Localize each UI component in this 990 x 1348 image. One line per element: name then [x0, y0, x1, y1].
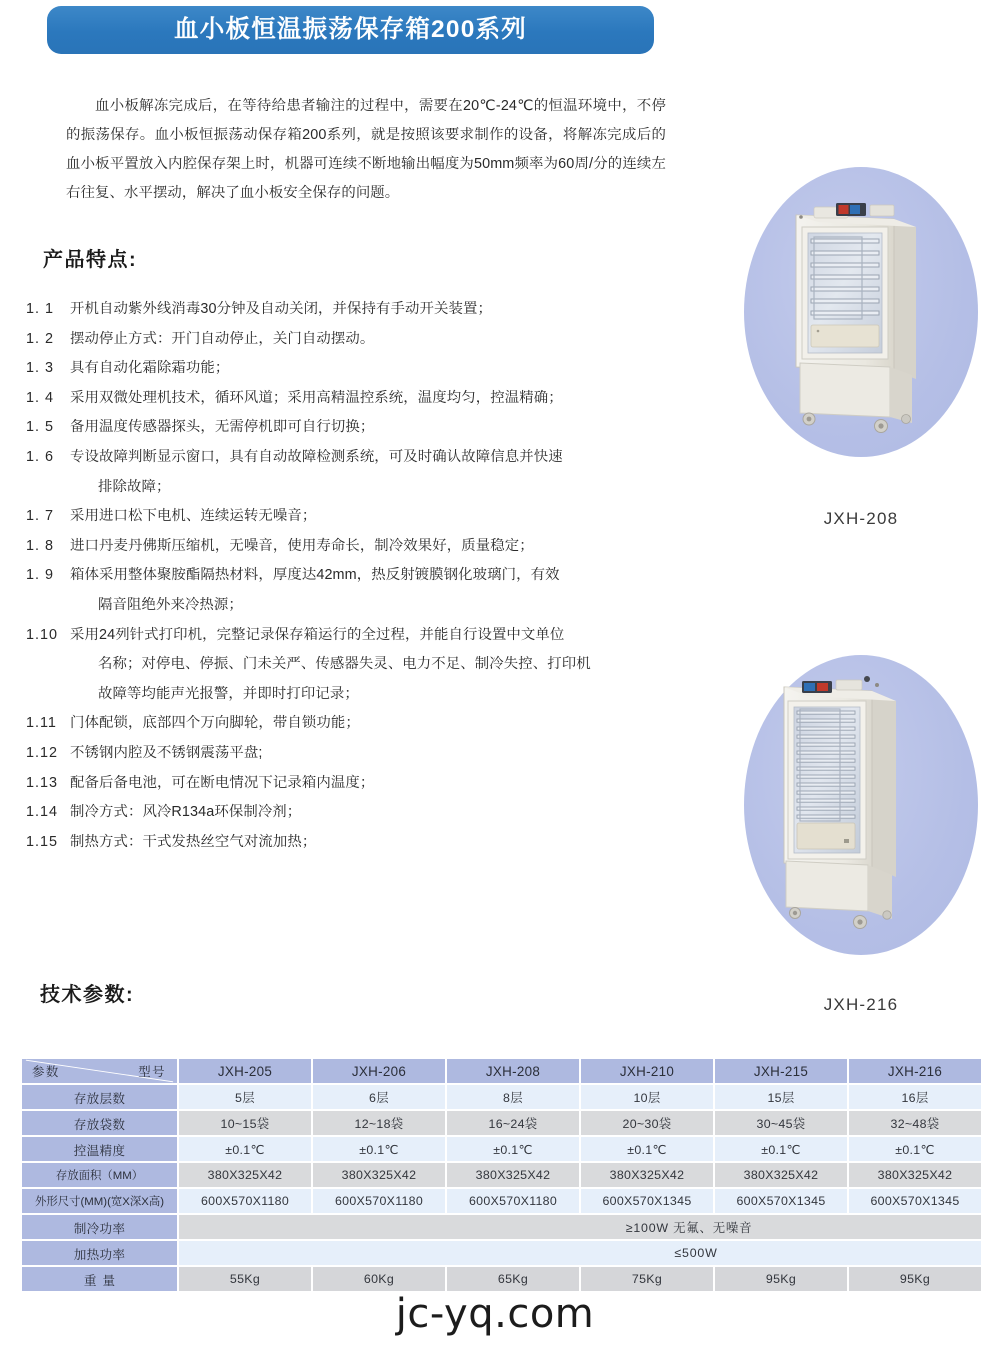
row-value: 15层 [715, 1085, 847, 1109]
feature-item [26, 621, 666, 680]
row-value: ±0.1℃ [179, 1137, 311, 1161]
row-value: 380X325X42 [313, 1163, 445, 1187]
page-title: 血小板恒温振荡保存箱200系列 [174, 15, 527, 43]
feature-text-main: 采用双微处理机技术，循环风道；采用高精温控系统，温度均匀，控温精确； [70, 389, 563, 406]
row-value: ±0.1℃ [849, 1137, 981, 1161]
feature-text-main: 制热方式：干式发热丝空气对流加热； [70, 833, 317, 850]
feature-number: 1. 6 [26, 448, 55, 465]
specs-heading: 技术参数: [40, 984, 135, 1006]
intro-paragraph: 血小板解冻完成后，在等待给患者输注的过程中，需要在20℃-24℃的恒温环境中，不停的振荡保存。血小板恒振荡动保存箱200系列，就是按照该要求制作的设备，将解冻完成后的血小板平置放入内腔保存架上时，机器可连续不断地输出幅度为50mm频率为60周/分的连续左右往复、水平摆动，解决了血小板安全保存的问题。 [66, 98, 666, 202]
feature-text [70, 325, 666, 355]
row-value: 75Kg [581, 1267, 713, 1291]
row-value: 380X325X42 [447, 1163, 579, 1187]
row-label: 外形尺寸(MM)(宽X深X高) [22, 1189, 177, 1213]
photo-caption-jxh-208: JXH-208 [823, 509, 899, 528]
feature-text-continuation: 名称；对停电、停振、门未关严、传感器失灵、电力不足、制冷失控、打印机 [98, 656, 591, 673]
row-value: 12~18袋 [313, 1111, 445, 1135]
feature-item [26, 295, 666, 325]
row-value: 600X570X1345 [849, 1189, 981, 1213]
feature-item [26, 443, 666, 502]
feature-text [70, 739, 666, 769]
table-header-model: JXH-210 [581, 1059, 713, 1083]
table-header-row [22, 1059, 981, 1083]
feature-item [26, 384, 666, 414]
table-header-model: JXH-215 [715, 1059, 847, 1083]
feature-text-main: 进口丹麦丹佛斯压缩机，无噪音，使用寿命长，制冷效果好，质量稳定； [70, 537, 534, 554]
row-value: 600X570X1345 [581, 1189, 713, 1213]
feature-text [70, 769, 666, 799]
table-row [22, 1137, 981, 1161]
row-value: 600X570X1180 [313, 1189, 445, 1213]
feature-item [26, 828, 666, 858]
row-label: 控温精度 [22, 1137, 177, 1161]
row-value: 380X325X42 [581, 1163, 713, 1187]
incubator-unit-illustration [744, 655, 978, 955]
feature-text-main: 备用温度传感器探头，无需停机即可自行切换； [70, 419, 375, 436]
feature-text [70, 413, 666, 443]
feature-text-continuation: 隔音阻绝外来冷热源； [98, 596, 243, 613]
feature-text-main: 开机自动紫外线消毒30分钟及自动关闭，并保持有手动开关装置； [70, 301, 492, 317]
product-photo-jxh-216 [744, 655, 978, 955]
feature-text-continuation: 排除故障； [98, 478, 171, 495]
row-value: ±0.1℃ [447, 1137, 579, 1161]
row-value: 10~15袋 [179, 1111, 311, 1135]
row-label: 存放袋数 [22, 1111, 177, 1135]
features-list [26, 295, 666, 857]
row-value: 60Kg [313, 1267, 445, 1291]
feature-number: 1. 2 [26, 330, 55, 347]
feature-text [70, 295, 666, 325]
table-row [22, 1085, 981, 1109]
row-label: 存放面积（MM） [22, 1163, 177, 1187]
row-value-merged [179, 1241, 981, 1265]
feature-item [26, 502, 666, 532]
table-row [22, 1111, 981, 1135]
feature-text-main: 具有自动化霜除霜功能； [70, 360, 230, 377]
row-value: 600X570X1345 [715, 1189, 847, 1213]
table-corner-cell [22, 1059, 177, 1083]
feature-item [26, 769, 666, 799]
feature-item [26, 739, 666, 769]
feature-text-main: 制冷方式：风冷R134a环保制冷剂； [70, 804, 302, 821]
photo-caption-jxh-216: JXH-216 [823, 995, 899, 1014]
feature-text [70, 798, 666, 828]
row-value: 16~24袋 [447, 1111, 579, 1135]
watermark: jc-yq.com [395, 1291, 595, 1337]
feature-item [26, 325, 666, 355]
feature-text-continuation: 故障等均能声光报警，并即时打印记录； [98, 685, 359, 702]
feature-item [26, 532, 666, 562]
feature-text [70, 384, 666, 414]
feature-number: 1. 5 [26, 419, 55, 436]
table-row [22, 1267, 981, 1291]
banner-background [47, 6, 654, 54]
feature-text [70, 680, 666, 710]
table-header-model: JXH-206 [313, 1059, 445, 1083]
row-value: 95Kg [715, 1267, 847, 1291]
row-label: 加热功率 [22, 1241, 177, 1265]
feature-number: 1. 4 [26, 389, 55, 406]
feature-item [26, 561, 666, 620]
feature-item [26, 709, 666, 739]
table-header-model: JXH-205 [179, 1059, 311, 1083]
row-value: 380X325X42 [715, 1163, 847, 1187]
row-value: ±0.1℃ [581, 1137, 713, 1161]
row-value: 10层 [581, 1085, 713, 1109]
feature-number: 1. 7 [26, 508, 55, 525]
row-value: 6层 [313, 1085, 445, 1109]
row-value: 55Kg [179, 1267, 311, 1291]
corner-param-label: 参数 [32, 1065, 60, 1079]
feature-number: 1. 1 [26, 301, 55, 317]
feature-text-main: 摆动停止方式：开门自动停止，关门自动摆动。 [70, 330, 375, 347]
row-value: 380X325X42 [849, 1163, 981, 1187]
feature-text [70, 561, 666, 620]
feature-text-main: 不锈钢内腔及不锈钢震荡平盘; [70, 744, 263, 761]
row-value: 32~48袋 [849, 1111, 981, 1135]
feature-text [70, 354, 666, 384]
row-value: 380X325X42 [179, 1163, 311, 1187]
feature-number: 1.10 [26, 626, 59, 643]
row-label: 重量 [22, 1267, 177, 1291]
feature-item [26, 680, 666, 710]
row-value: 8层 [447, 1085, 579, 1109]
table-row-merged [22, 1215, 981, 1239]
feature-number: 1.15 [26, 833, 59, 850]
feature-text-main: 采用进口松下电机、连续运转无噪音； [70, 508, 317, 525]
table-header-model: JXH-208 [447, 1059, 579, 1083]
row-value: ±0.1℃ [313, 1137, 445, 1161]
merged-value-text: ≥100W 无氟、无噪音 [625, 1221, 753, 1235]
feature-item [26, 798, 666, 828]
specs-table [20, 1057, 983, 1293]
row-value: 600X570X1180 [179, 1189, 311, 1213]
row-value: ±0.1℃ [715, 1137, 847, 1161]
row-value: 30~45袋 [715, 1111, 847, 1135]
feature-text-main: 采用24列针式打印机，完整记录保存箱运行的全过程，并能自行设置中文单位 [70, 626, 565, 643]
feature-text-main: 配备后备电池，可在断电情况下记录箱内温度； [70, 774, 375, 791]
row-value: 95Kg [849, 1267, 981, 1291]
feature-text [70, 828, 666, 858]
product-photo-jxh-208 [744, 167, 978, 457]
feature-item [26, 354, 666, 384]
row-value: 600X570X1180 [447, 1189, 579, 1213]
table-row-merged [22, 1241, 981, 1265]
corner-model-label: 型号 [138, 1065, 166, 1079]
row-label: 存放层数 [22, 1085, 177, 1109]
feature-number: 1. 3 [26, 360, 55, 377]
feature-text [70, 532, 666, 562]
row-value: 16层 [849, 1085, 981, 1109]
feature-number: 1. 8 [26, 537, 55, 554]
feature-text [70, 621, 666, 680]
feature-number: 1.11 [26, 715, 57, 732]
feature-text-main: 门体配锁，底部四个万向脚轮，带自锁功能； [70, 715, 360, 732]
row-value: 20~30袋 [581, 1111, 713, 1135]
feature-text [70, 502, 666, 532]
title-banner [47, 6, 654, 54]
row-value: 65Kg [447, 1267, 579, 1291]
table-row [22, 1163, 981, 1187]
feature-number: 1.14 [26, 804, 59, 821]
feature-number: 1.13 [26, 774, 59, 791]
feature-number: 1.12 [26, 744, 59, 761]
row-label: 制冷功率 [22, 1215, 177, 1239]
feature-text [70, 443, 666, 502]
features-heading: 产品特点: [43, 249, 138, 271]
row-value-merged [179, 1215, 981, 1239]
merged-value-text: ≤500W [674, 1246, 718, 1260]
table-header-model: JXH-216 [849, 1059, 981, 1083]
row-value: 5层 [179, 1085, 311, 1109]
feature-item [26, 413, 666, 443]
feature-text-main: 箱体采用整体聚胺酯隔热材料，厚度达42mm，热反射镀膜钢化玻璃门，有效 [70, 567, 560, 584]
feature-text [70, 709, 666, 739]
feature-number: 1. 9 [26, 567, 55, 584]
incubator-unit-illustration [744, 167, 978, 457]
feature-text-main: 专设故障判断显示窗口，具有自动故障检测系统，可及时确认故障信息并快速 [70, 448, 563, 465]
table-row [22, 1189, 981, 1213]
